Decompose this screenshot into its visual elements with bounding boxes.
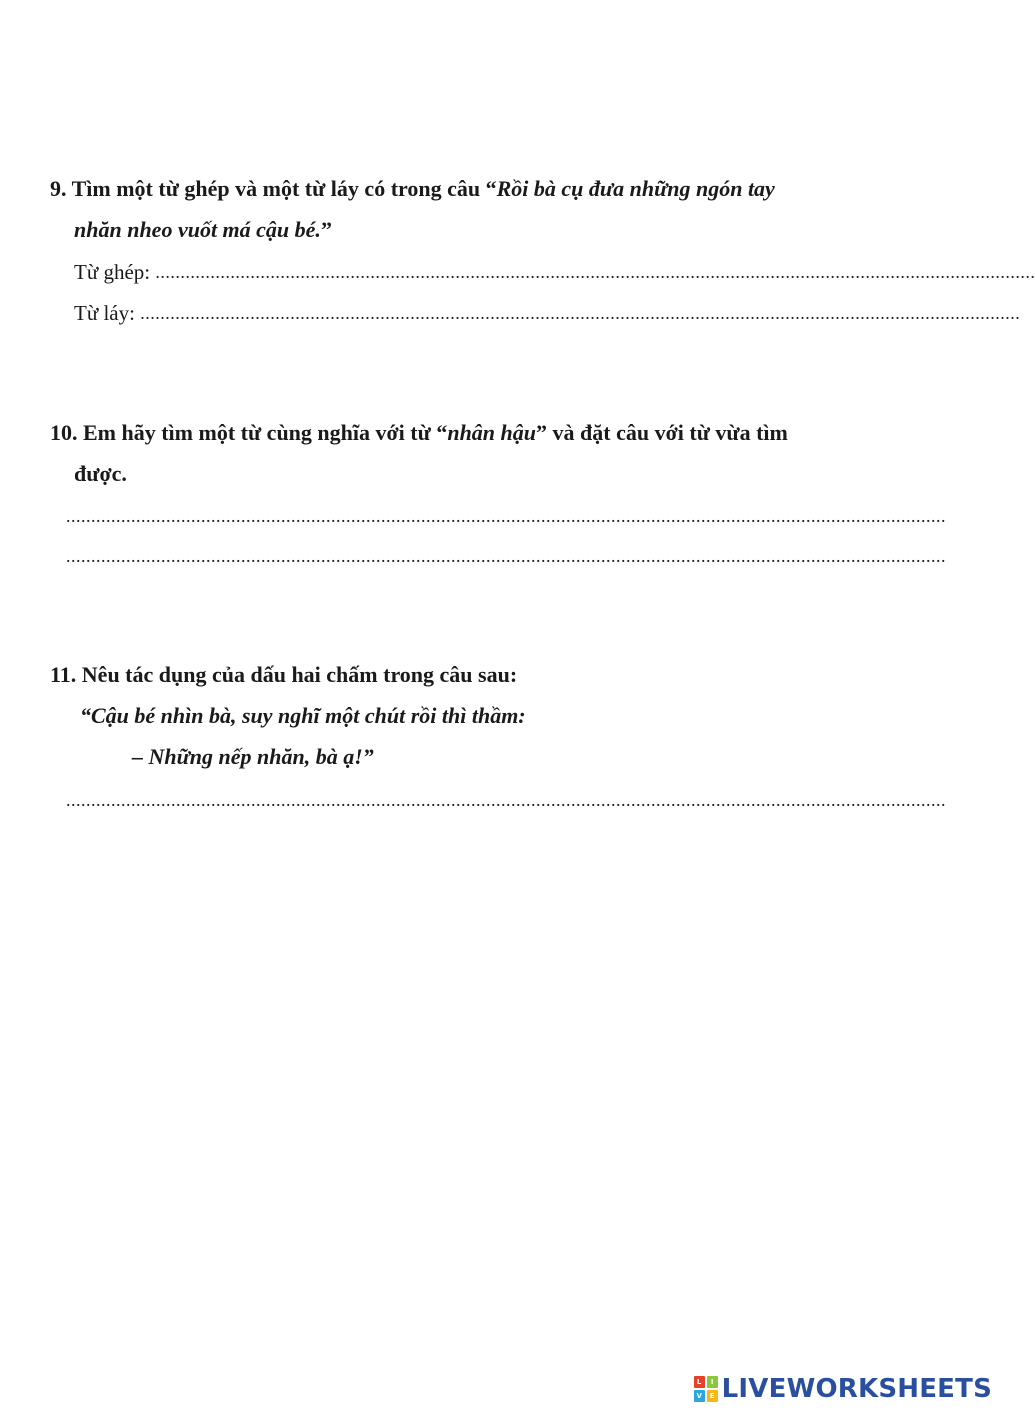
liveworksheets-logo-icon (694, 1376, 718, 1402)
q9-quote-close: ” (320, 217, 332, 242)
q10-prompt-text-end: ” và đặt câu với từ vừa tìm (536, 420, 788, 445)
q11-quote-text-1: “Cậu bé nhìn bà, suy nghĩ một chút rồi thì thầm: (80, 703, 526, 728)
logo-mark-v: V (694, 1390, 705, 1402)
q10-prompt-line-1 (50, 419, 788, 447)
liveworksheets-logo-text: LIVEWORKSHEETS (721, 1374, 992, 1404)
q11-quote-line-2 (132, 743, 374, 771)
logo-mark-e: E (707, 1390, 718, 1402)
q10-answer-line-1[interactable]: ................................................................................................................................................................................ (66, 506, 946, 526)
q9-prompt-text: 9. Tìm một từ ghép và một từ láy có trong câu “ (50, 176, 497, 201)
q11-answer-line[interactable]: ................................................................................................................................................................................ (66, 790, 946, 810)
q9-reduplicative-word-label: Từ láy: (74, 301, 141, 325)
q10-prompt-continuation: được. (74, 461, 127, 486)
q10-target-word: nhân hậu (447, 420, 537, 445)
q10-prompt-line-2 (74, 460, 127, 488)
q9-prompt-line-2 (74, 216, 332, 244)
liveworksheets-logo (694, 1371, 992, 1407)
q10-prompt-text: 10. Em hãy tìm một từ cùng nghĩa với từ “ (50, 420, 448, 445)
q9-quoted-sentence-part-2: nhăn nheo vuốt má cậu bé. (74, 217, 321, 242)
q9-compound-word-row (74, 258, 1035, 286)
q9-quoted-sentence-part-1: Rồi bà cụ đưa những ngón tay (496, 176, 775, 201)
q9-compound-word-label: Từ ghép: (74, 260, 156, 284)
logo-mark-i: I (707, 1376, 718, 1388)
q10-answer-line-2[interactable]: ................................................................................................................................................................................ (66, 546, 946, 566)
q9-compound-word-answer[interactable]: ................................................................................................................................................................................ (155, 262, 1035, 282)
logo-mark-l: L (694, 1376, 705, 1388)
q11-prompt (50, 661, 517, 689)
q11-prompt-text: 11. Nêu tác dụng của dấu hai chấm trong câu sau: (50, 662, 518, 687)
q9-prompt-line-1 (50, 175, 775, 203)
q9-reduplicative-word-answer[interactable]: ................................................................................................................................................................................ (140, 303, 1021, 323)
q9-reduplicative-word-row (74, 299, 1021, 327)
q11-quote-line-1 (80, 702, 526, 730)
q11-quote-text-2: – Những nếp nhăn, bà ạ!” (132, 744, 374, 769)
